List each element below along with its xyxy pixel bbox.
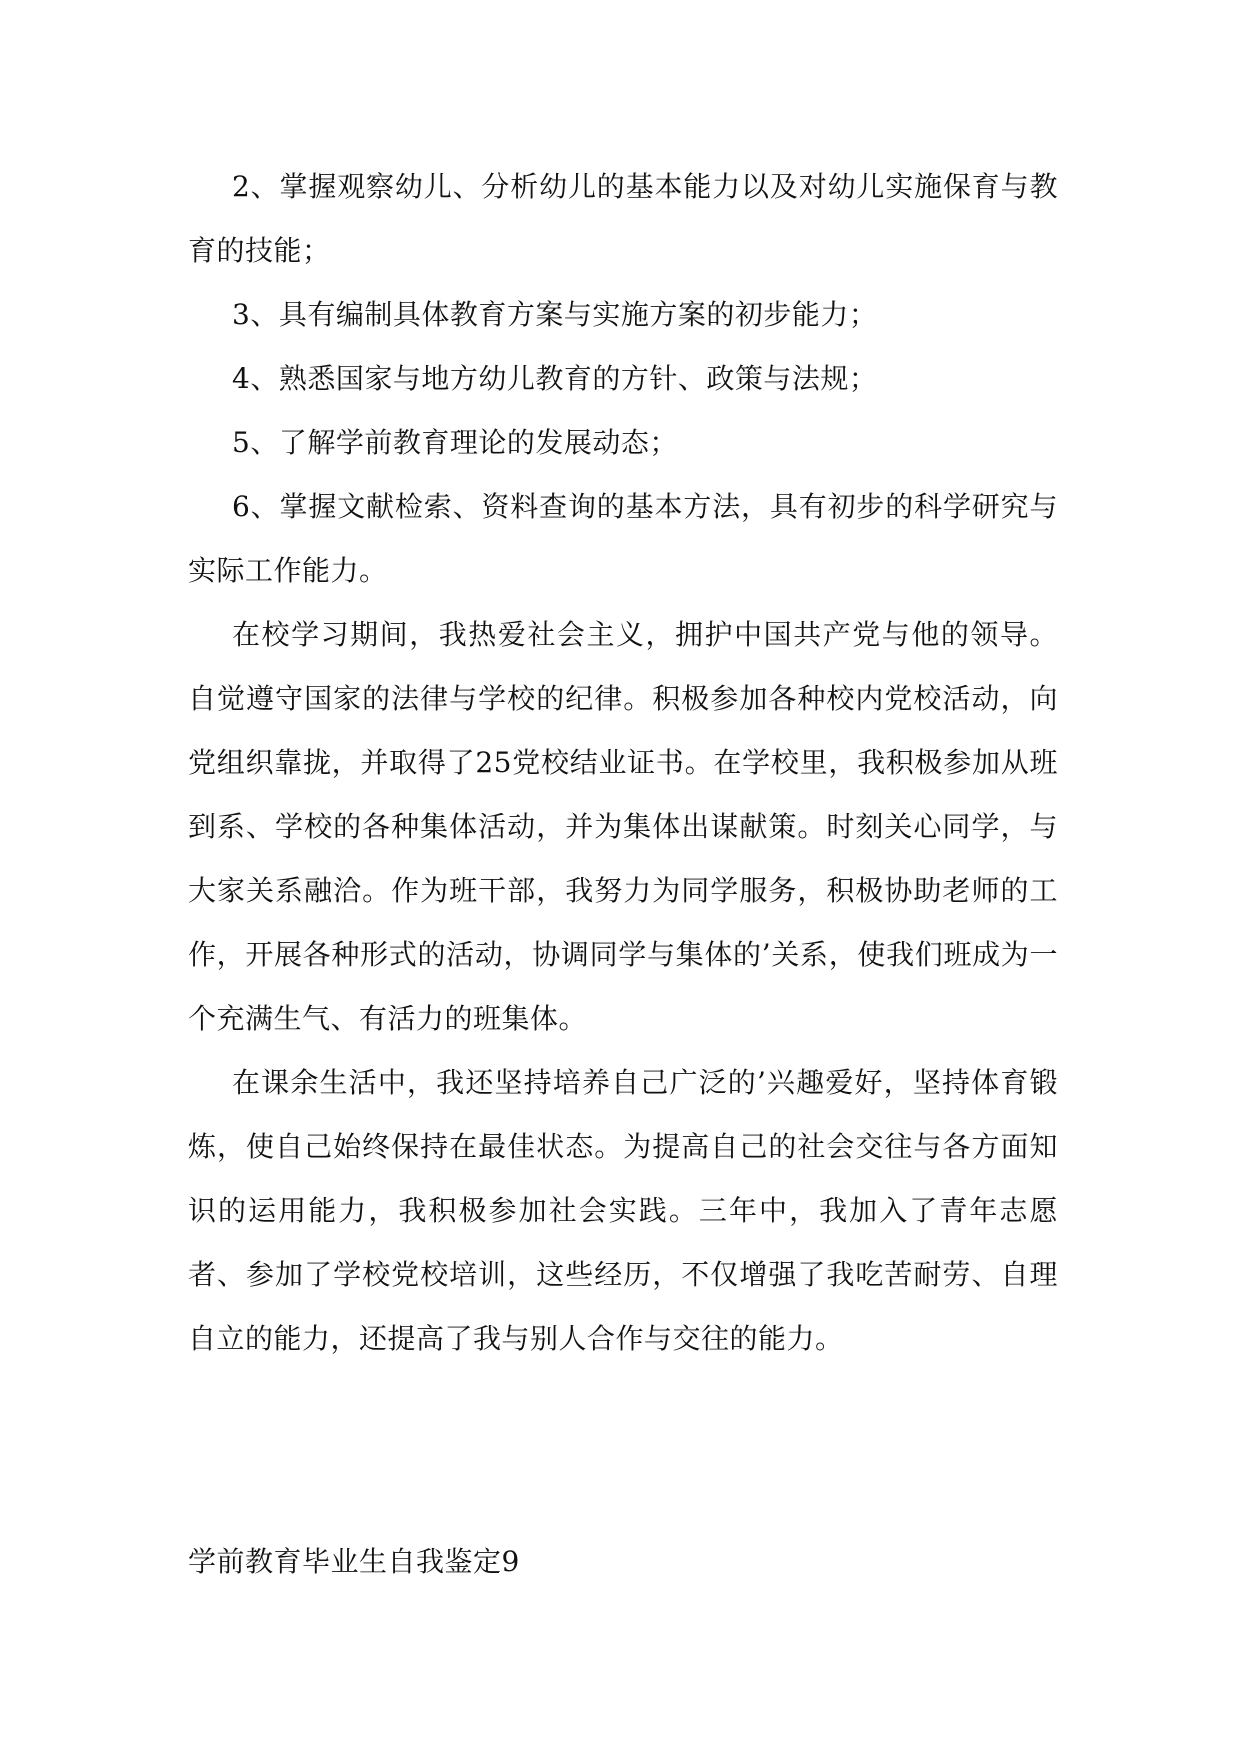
paragraph-item-4: 4、熟悉国家与地方幼儿教育的方针、政策与法规； [232,362,878,395]
paragraph-school-life: 在校学习期间，我热爱社会主义，拥护中国共产党与他的领导。自觉遵守国家的法律与学校的纪律。积极参加各种校内党校活动，向党组织靠拢，并取得了25党校结业证书。在学校里，我积极参加从班到系、学校的各种集体活动，并为集体出谋献策。时刻关心同学，与大家关系融洽。作为班干部，我努力为同学服务，积极协助老师的工作，开展各种形式的活动，协调同学与集体的’关系，使我们班成为一个充满生气、有活力的班集体。 [188,618,1058,1035]
document-body [188,155,1058,1371]
paragraph-item-6: 6、掌握文献检索、资料查询的基本方法，具有初步的科学研究与实际工作能力。 [188,490,1058,587]
paragraph-item-3: 3、具有编制具体教育方案与实施方案的初步能力； [232,298,878,331]
paragraph-item-2: 2、掌握观察幼儿、分析幼儿的基本能力以及对幼儿实施保育与教育的技能； [188,170,1058,267]
paragraph-item-5: 5、了解学前教育理论的发展动态； [232,426,678,459]
section-heading: 学前教育毕业生自我鉴定9 [188,1545,520,1578]
paragraph-extracurricular: 在课余生活中，我还坚持培养自己广泛的’兴趣爱好，坚持体育锻炼，使自己始终保持在最佳状态。为提高自己的社会交往与各方面知识的运用能力，我积极参加社会实践。三年中，我加入了青年志愿者、参加了学校党校培训，这些经历，不仅增强了我吃苦耐劳、自理自立的能力，还提高了我与别人合作与交往的能力。 [188,1066,1058,1355]
